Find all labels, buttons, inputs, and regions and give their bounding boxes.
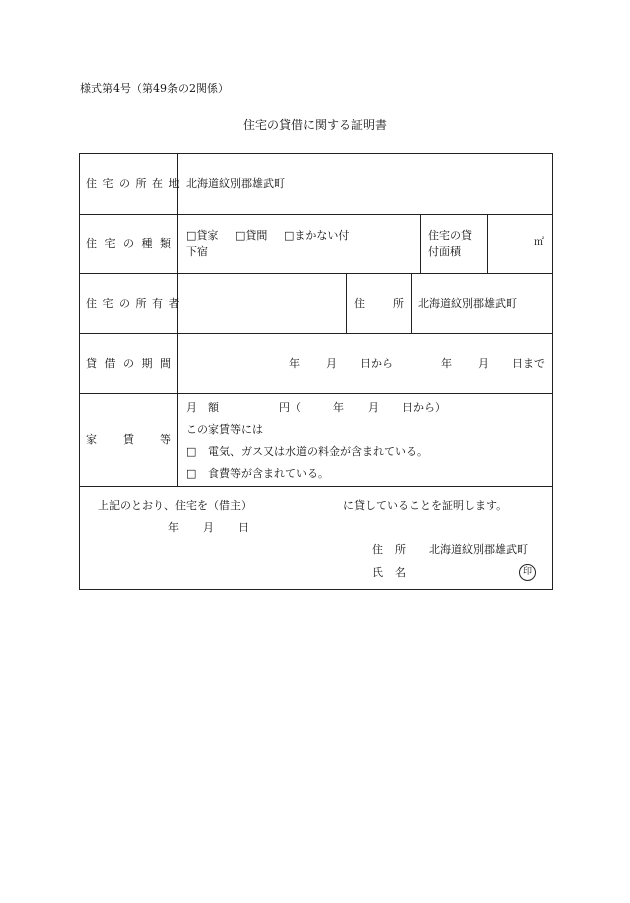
rent-label-3: 等: [160, 433, 171, 446]
certification-date-year: 年: [168, 521, 179, 534]
certifier-address-label-2: 所: [395, 543, 406, 556]
type-option-kashiya[interactable]: □貸家: [186, 229, 219, 242]
rent-yen-label: 円（: [279, 401, 301, 414]
area-unit: ㎡: [534, 237, 544, 248]
rent-day-from-label: 日から）: [402, 401, 446, 414]
rent-month-label: 月: [368, 401, 379, 414]
location-value: 北海道紋別郡雄武町: [186, 177, 285, 190]
rent-year-label: 年: [333, 401, 344, 414]
rent-include-food-checkbox[interactable]: □: [186, 467, 197, 480]
owner-address-value: 北海道紋別郡雄武町: [418, 297, 517, 310]
type-option-makanai[interactable]: □まかない付: [284, 229, 350, 242]
location-label: 住 宅 の 所 在 地: [86, 177, 181, 190]
rent-monthly-label: 月 額: [186, 401, 219, 414]
owner-label: 住 宅 の 所 有 者: [86, 297, 181, 310]
rent-include-food-text: 食費等が含まれている。: [208, 467, 329, 480]
type-label: 住 宅 の 種 類: [86, 237, 173, 250]
certification-date-day: 日: [238, 521, 249, 534]
certifier-address-value: 北海道紋別郡雄武町: [429, 543, 528, 556]
period-to-day: 日まで: [512, 357, 545, 370]
period-from-day: 日から: [360, 357, 393, 370]
period-label: 貸 借 の 期 間: [86, 357, 173, 370]
certifier-name-label-1: 氏: [372, 566, 383, 579]
document-title: 住宅の貸借に関する証明書: [242, 118, 387, 132]
certifier-name-label-2: 名: [395, 566, 406, 579]
type-option-kashima[interactable]: □貸間: [235, 229, 268, 242]
owner-address-label-2: 所: [393, 297, 404, 310]
area-label-line1: 住宅の貸: [428, 229, 472, 242]
certification-statement-1: 上記のとおり、住宅を（借主）: [98, 499, 252, 512]
seal-mark: 印: [519, 564, 536, 581]
owner-address-label-1: 住: [354, 297, 365, 310]
period-from-month: 月: [326, 357, 337, 370]
rent-label-1: 家: [86, 433, 97, 446]
certifier-address-label-1: 住: [372, 543, 383, 556]
rent-include-utilities-text: 電気、ガス又は水道の料金が含まれている。: [208, 445, 428, 458]
rent-label-2: 賃: [123, 433, 134, 446]
form-number: 様式第4号（第49条の2関係）: [80, 82, 229, 95]
rent-includes-intro: この家賃等には: [186, 423, 263, 436]
period-to-month: 月: [478, 357, 489, 370]
certification-date-month: 月: [203, 521, 214, 534]
certification-statement-2: に貸していることを証明します。: [343, 499, 508, 512]
period-to-year: 年: [441, 357, 452, 370]
rent-include-utilities-checkbox[interactable]: □: [186, 445, 197, 458]
period-from-year: 年: [289, 357, 300, 370]
area-label-line2: 付面積: [428, 245, 461, 258]
type-option-wrap: 下宿: [186, 245, 208, 258]
